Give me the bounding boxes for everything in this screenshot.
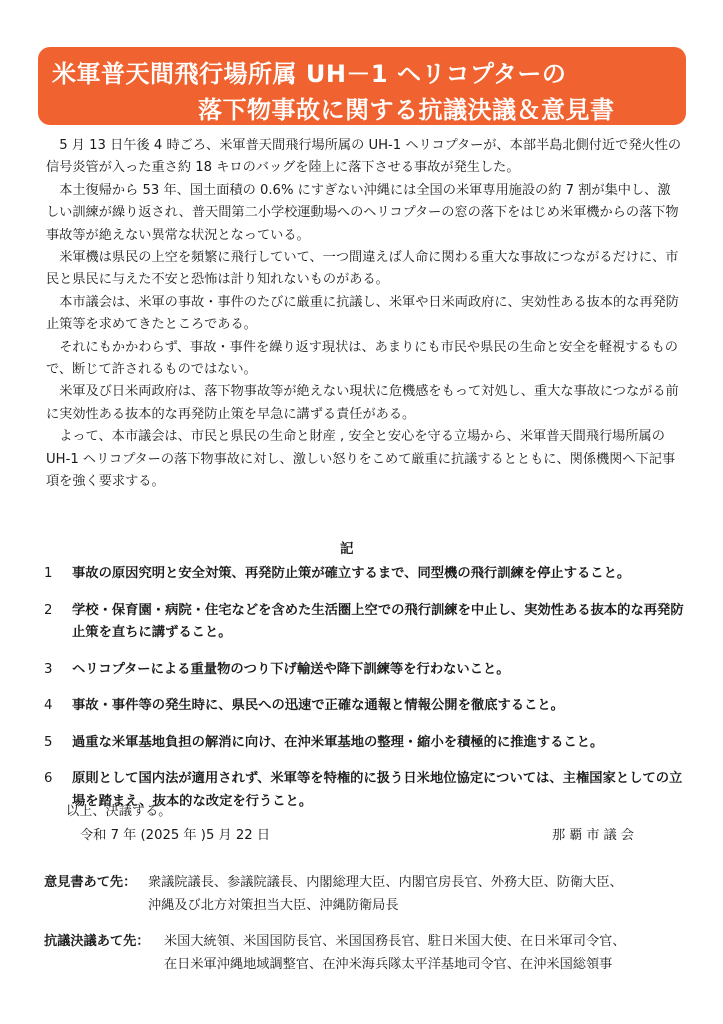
council-name: 那覇市議会	[552, 828, 638, 843]
demand-number: 4	[44, 698, 53, 713]
opinion-label: 意見書あて先：	[44, 875, 137, 890]
demand-number: 2	[44, 602, 53, 618]
demand-item	[44, 659, 688, 682]
demand-text: 事故・事件等の発生時に、県民への迅速で正確な通報と情報公開を徹底すること。	[72, 698, 564, 713]
title-line-2: 落下物事故に関する抗議決議＆意見書	[198, 96, 615, 124]
protest-recipients	[44, 931, 694, 977]
demand-number: 3	[44, 661, 53, 677]
title-banner	[38, 47, 686, 125]
protest-line-1: 米国大統領、米国国防長官、米国国務長官、駐日米国大使、在日米軍司令官、	[164, 934, 626, 949]
demand-item	[44, 732, 688, 755]
ki-heading: 記	[340, 541, 354, 557]
demand-text: 事故の原因究明と安全対策、再発防止策が確立するまで、同型機の飛行訓練を停止すること。	[72, 566, 631, 581]
protest-label: 抗議決議あて先：	[44, 934, 150, 949]
paragraph-7: よって、本市議会は、市民と県民の生命と財産 , 安全と安心を守る立場から、米軍普天間飛行場所属の UH-1 ヘリコプターの落下物事故に対し、激しい怒りをこめて厳重に抗議するとともに、関係機関へ下記事項を強く要求する。	[46, 429, 676, 490]
closing-text: 以上、決議する。	[66, 804, 172, 819]
demand-list	[44, 563, 688, 827]
paragraph-5: それにもかかわらず、事故・事件を繰り返す現状は、あまりにも市民や県民の生命と安全を軽視するもので、断じて許されるものではない。	[46, 339, 678, 378]
resolution-date: 令和 7 年 (2025 年 )5 月 22 日	[80, 828, 271, 843]
protest-line-2: 在日米軍沖縄地域調整官、在沖米海兵隊太平洋基地司令官、在沖米国総領事	[164, 957, 613, 972]
paragraph-1: 5 月 13 日午後 4 時ごろ、米軍普天間飛行場所属の UH-1 ヘリコプターが、本部半島北側付近で発火性の信号炎管が入った重さ約 18 キロのバッグを陸上に落下させる事故が発生した。	[46, 138, 682, 176]
demand-number: 6	[44, 771, 53, 786]
demand-text: 学校・保育園・病院・住宅などを含めた生活圏上空での飛行訓練を中止し、実効性ある抜本的な再発防止策を直ちに講ずること。	[72, 602, 684, 640]
demand-text: 過重な米軍基地負担の解消に向け、在沖米軍基地の整理・縮小を積極的に推進すること。	[72, 734, 604, 750]
paragraph-3: 米軍機は県民の上空を頻繁に飛行していて、一つ間違えば人命に関わる重大な事故につながるだけに、市民と県民に与えた不安と恐怖は計り知れないものがある。	[46, 250, 679, 288]
paragraph-4: 本市議会は、米軍の事故・事件のたびに厳重に抗議し、米軍や日米両政府に、実効性ある抜本的な再発防止策等を求めてきたところである。	[46, 294, 679, 333]
demand-text: ヘリコプターによる重量物のつり下げ輸送や降下訓練等を行わないこと。	[72, 661, 510, 677]
opinion-line-2: 沖縄及び北方対策担当大臣、沖縄防衛局長	[148, 898, 399, 913]
title-line-1: 米軍普天間飛行場所属 UH－1 ヘリコプターの	[52, 60, 567, 88]
demand-item	[44, 695, 688, 718]
demand-text: 原則として国内法が適用されず、米軍等を特権的に扱う日米地位協定については、主権国家としての立場を踏まえ、抜本的な改定を行うこと。	[72, 771, 683, 809]
resolution-body	[46, 135, 682, 494]
demand-number: 1	[44, 566, 53, 581]
paragraph-2: 本土復帰から 53 年、国土面積の 0.6% にすぎない沖縄には全国の米軍専用施設の約 7 割が集中し、激しい訓練が繰り返され、普天間第二小学校運動場へのヘリコプターの窓の落下をはじめ米軍機からの落下物事故等が絶えない異常な状況となっている。	[46, 182, 679, 243]
demand-item	[44, 600, 688, 645]
opinion-recipients	[44, 872, 694, 918]
demand-item	[44, 563, 688, 586]
paragraph-6: 米軍及び日米両政府は、落下物事故等が絶えない現状に危機感をもって対処し、重大な事故につながる前に実効性ある抜本的な再発防止策を早急に講ずる責任がある。	[46, 384, 679, 422]
opinion-line-1: 衆議院議長、参議院議長、内閣総理大臣、内閣官房長官、外務大臣、防衛大臣、	[148, 875, 623, 890]
demand-number: 5	[44, 734, 53, 750]
